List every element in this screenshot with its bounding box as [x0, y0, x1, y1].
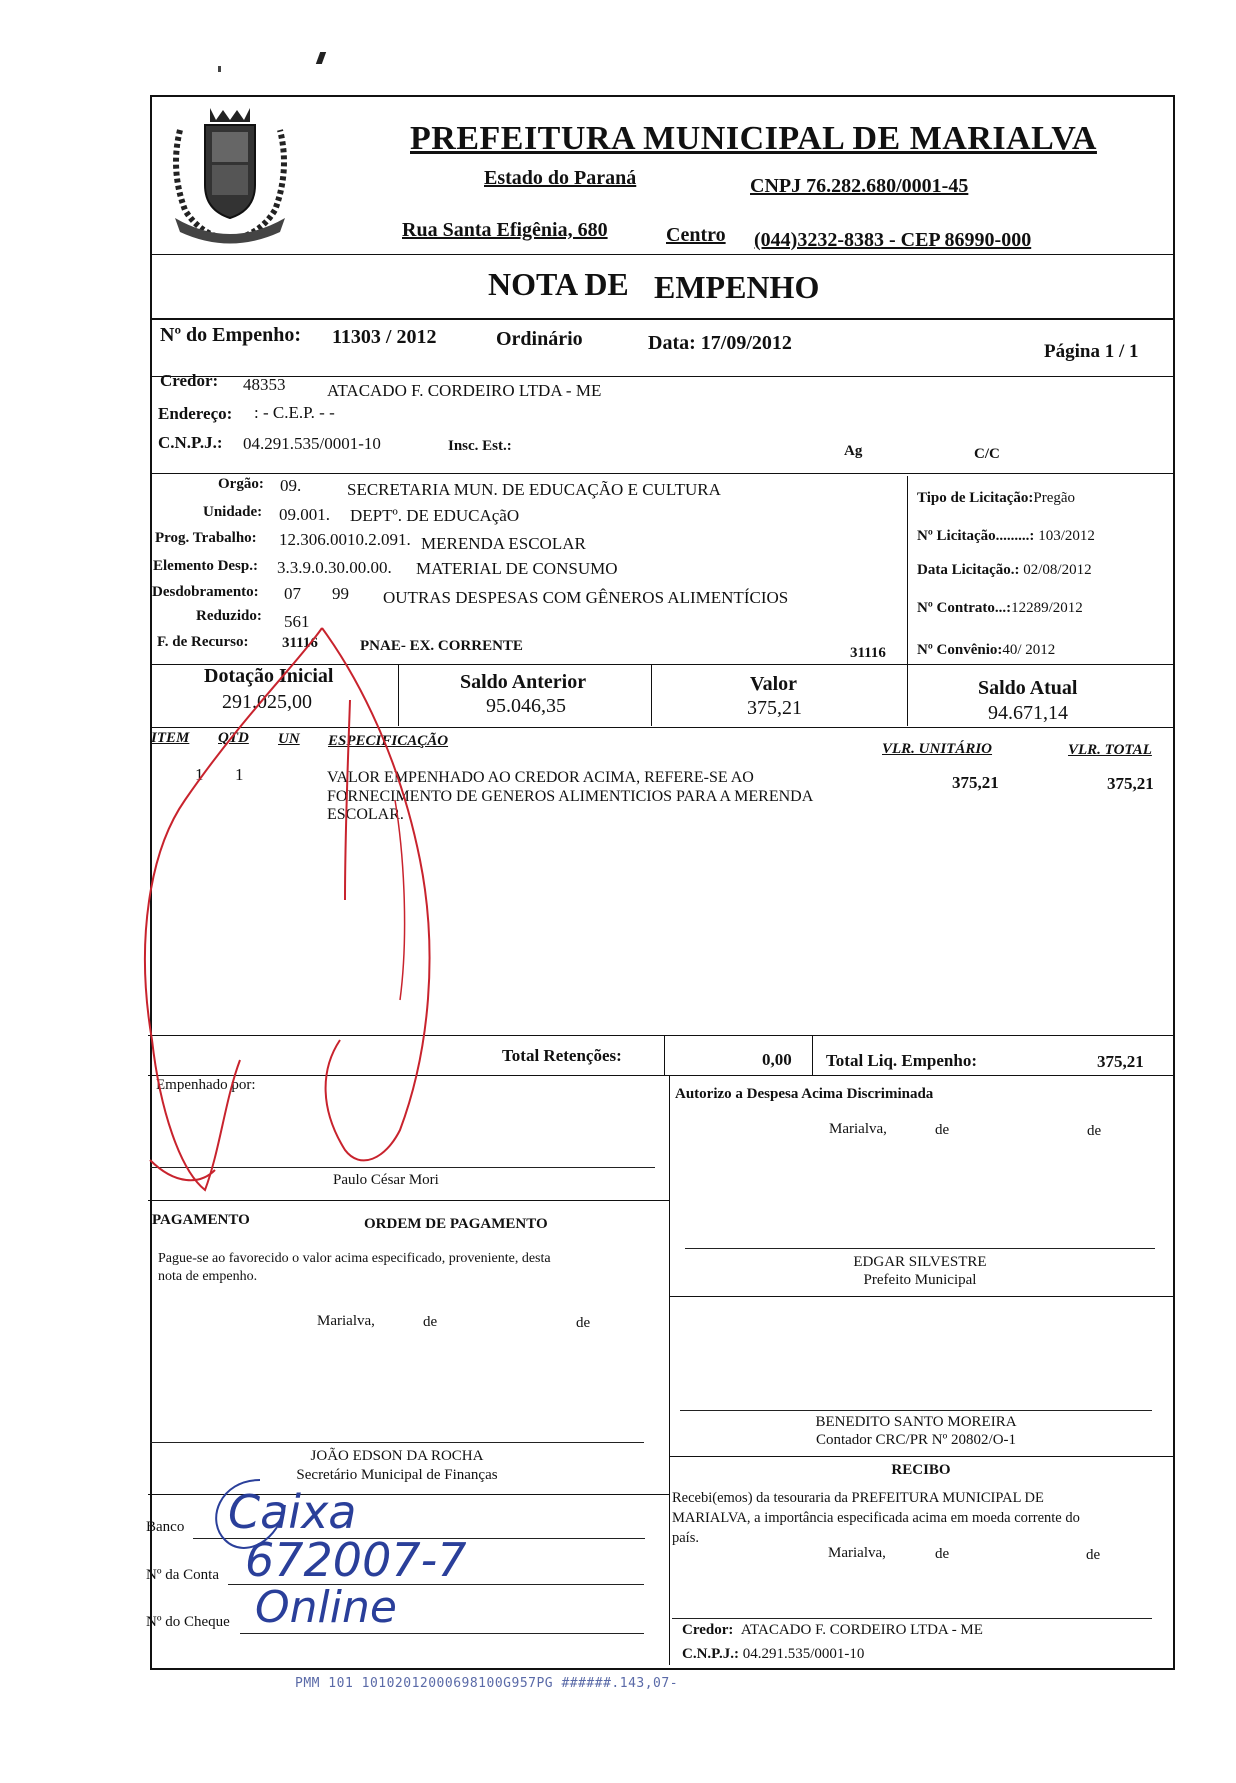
empenho-type: Ordinário [496, 328, 583, 350]
insc-est-label: Insc. Est.: [448, 438, 512, 454]
coat-of-arms-icon [160, 100, 300, 250]
licitacao-data: Data Licitação.: 02/08/2012 [917, 562, 1092, 578]
recibo-de-2: de [1086, 1547, 1101, 1563]
cheque-value: Online [255, 1582, 397, 1633]
creditor-name: ATACADO F. CORDEIRO LTDA - ME [327, 381, 602, 400]
elemento-desc: MATERIAL DE CONSUMO [416, 559, 618, 578]
doc-title-1: NOTA DE [488, 266, 629, 302]
recibo-line-1: Recebi(emos) da tesouraria da PREFEITURA MUNICIPAL DE [672, 1490, 1044, 1506]
recibo-title: RECIBO [891, 1462, 951, 1478]
desdob-desc: OUTRAS DESPESAS COM GÊNEROS ALIMENTÍCIOS [383, 588, 789, 607]
page-number: Página 1 / 1 [1044, 341, 1139, 362]
recurso-label: F. de Recurso: [157, 634, 249, 650]
saldo-atual-label: Saldo Atual [978, 677, 1078, 699]
recurso-right: 31116 [850, 645, 886, 661]
empenhado-por-label: Empenhado por: [156, 1077, 256, 1093]
pagamento-label: PAGAMENTO [152, 1212, 250, 1228]
recibo-credor: Credor: ATACADO F. CORDEIRO LTDA - ME [682, 1622, 983, 1638]
col-vlr-total: VLR. TOTAL [1068, 742, 1152, 758]
scan-speck [218, 66, 221, 72]
valor-label: Valor [750, 673, 798, 695]
doc-title-2: EMPENHO [654, 269, 820, 305]
unidade-code: 09.001. [279, 505, 330, 524]
prefecture-title: PREFEITURA MUNICIPAL DE MARIALVA [410, 120, 1097, 157]
dotacao-value: 291.025,00 [222, 691, 312, 713]
row-item: 1 [195, 765, 204, 784]
cnpj-label: C.N.P.J.: [158, 433, 223, 452]
secretario-name: JOÃO EDSON DA ROCHA [310, 1448, 484, 1464]
retencoes-label: Total Retenções: [502, 1046, 622, 1065]
prefecture-cnpj: CNPJ 76.282.680/0001-45 [750, 175, 969, 197]
row-qtd: 1 [235, 765, 244, 784]
saldo-anterior-label: Saldo Anterior [460, 671, 587, 693]
col-item: ITEM [151, 730, 190, 746]
scan-speck [316, 52, 326, 64]
liquido-label: Total Liq. Empenho: [826, 1051, 977, 1070]
address-value: : - C.E.P. - - [254, 403, 335, 422]
conta-label: Nº da Conta [146, 1567, 219, 1583]
orgao-desc: SECRETARIA MUN. DE EDUCAÇÃO E CULTURA [347, 480, 721, 499]
desdob-code-1: 07 [284, 584, 301, 603]
elemento-code: 3.3.9.0.30.00.00. [277, 558, 392, 577]
conta-value: 672007-7 [245, 1533, 467, 1587]
recurso-desc: PNAE- EX. CORRENTE [360, 638, 523, 654]
pague-line-2: nota de empenho. [158, 1269, 258, 1284]
prefeito-title: Prefeito Municipal [863, 1272, 977, 1288]
saldo-atual-value: 94.671,14 [988, 702, 1068, 724]
pagamento-de-2: de [576, 1315, 591, 1331]
empenho-date: Data: 17/09/2012 [648, 332, 792, 354]
autorizo-de-1: de [935, 1122, 950, 1138]
row-vlr-total: 375,21 [1107, 774, 1154, 793]
licitacao-numero: Nº Licitação.........: 103/2012 [917, 528, 1095, 544]
address-label: Endereço: [158, 404, 233, 423]
state-name: Estado do Paraná [484, 167, 637, 189]
secretario-title: Secretário Municipal de Finanças [296, 1467, 498, 1483]
cc-label: C/C [974, 446, 1000, 462]
creditor-code: 48353 [243, 375, 286, 394]
empenho-number-label: Nº do Empenho: [160, 324, 302, 346]
contador-name: BENEDITO SANTO MOREIRA [815, 1414, 1017, 1430]
phone-cep: (044)3232-8383 - CEP 86990-000 [754, 229, 1032, 251]
reduzido-label: Reduzido: [196, 608, 262, 624]
creditor-cnpj: 04.291.535/0001-10 [243, 434, 381, 453]
dotacao-label: Dotação Inicial [204, 665, 334, 687]
pague-line-1: Pague-se ao favorecido o valor acima especificado, proveniente, desta [158, 1251, 551, 1266]
licitacao-contrato: Nº Contrato...:12289/2012 [917, 600, 1083, 616]
orgao-code: 09. [280, 476, 302, 495]
licitacao-tipo: Tipo de Licitação:Pregão [917, 490, 1076, 506]
autorizo-label: Autorizo a Despesa Acima Discriminada [675, 1086, 934, 1102]
unidade-label: Unidade: [203, 504, 263, 520]
district: Centro [666, 224, 726, 246]
orgao-label: Orgão: [218, 476, 264, 492]
col-qtd: QTD [218, 730, 249, 746]
recibo-de-1: de [935, 1546, 950, 1562]
recibo-line-2: MARIALVA, a importância especificada acima em moeda corrente do [672, 1510, 1080, 1526]
recibo-line-3: país. [672, 1530, 699, 1546]
prog-label: Prog. Trabalho: [155, 530, 257, 546]
contador-title: Contador CRC/PR Nº 20802/O-1 [815, 1432, 1017, 1448]
banco-value: Caixa [228, 1485, 357, 1539]
liquido-value: 375,21 [1097, 1052, 1144, 1071]
prog-desc: MERENDA ESCOLAR [421, 534, 586, 553]
row-vlr-unitario: 375,21 [952, 773, 999, 792]
banco-label: Banco [146, 1519, 185, 1535]
ag-label: Ag [844, 443, 863, 459]
desdob-code-2: 99 [332, 584, 349, 603]
col-un: UN [278, 731, 300, 747]
licitacao-convenio: Nº Convênio:40/ 2012 [917, 642, 1056, 658]
recibo-city: Marialva, [828, 1545, 886, 1561]
recurso-code: 31116 [282, 635, 318, 651]
row-spec-line-1: VALOR EMPENHADO AO CREDOR ACIMA, REFERE-SE AO [327, 769, 754, 786]
row-spec-line-3: ESCOLAR. [327, 806, 404, 823]
recibo-cnpj: C.N.P.J.: 04.291.535/0001-10 [682, 1646, 865, 1662]
cheque-label: Nº do Cheque [146, 1614, 230, 1630]
reduzido-code: 561 [284, 612, 310, 631]
col-vlr-unitario: VLR. UNITÁRIO [882, 741, 993, 757]
unidade-desc: DEPTº. DE EDUCAçãO [350, 506, 520, 525]
ordem-pagamento-label: ORDEM DE PAGAMENTO [364, 1216, 548, 1232]
retencoes-value: 0,00 [762, 1050, 792, 1069]
street-address: Rua Santa Efigênia, 680 [402, 219, 608, 241]
autorizo-city: Marialva, [829, 1121, 887, 1137]
valor-value: 375,21 [747, 697, 802, 719]
empenho-number: 11303 / 2012 [332, 326, 437, 348]
saldo-anterior-value: 95.046,35 [486, 695, 566, 717]
footer-code: PMM 101 10102012000698100G957PG ######.143,07- [295, 1676, 679, 1691]
prog-code: 12.306.0010.2.091. [279, 530, 411, 549]
elemento-label: Elemento Desp.: [153, 558, 258, 574]
pagamento-city: Marialva, [317, 1313, 375, 1329]
row-spec-line-2: FORNECIMENTO DE GENEROS ALIMENTICIOS PARA A MERENDA [327, 788, 814, 805]
desdob-label: Desdobramento: [152, 584, 259, 600]
prefeito-name: EDGAR SILVESTRE [853, 1254, 987, 1270]
autorizo-de-2: de [1087, 1123, 1102, 1139]
creditor-label: Credor: [160, 371, 219, 390]
empenhado-name: Paulo César Mori [333, 1172, 439, 1188]
col-especificacao: ESPECIFICAÇÃO [328, 733, 449, 749]
pagamento-de-1: de [423, 1314, 438, 1330]
